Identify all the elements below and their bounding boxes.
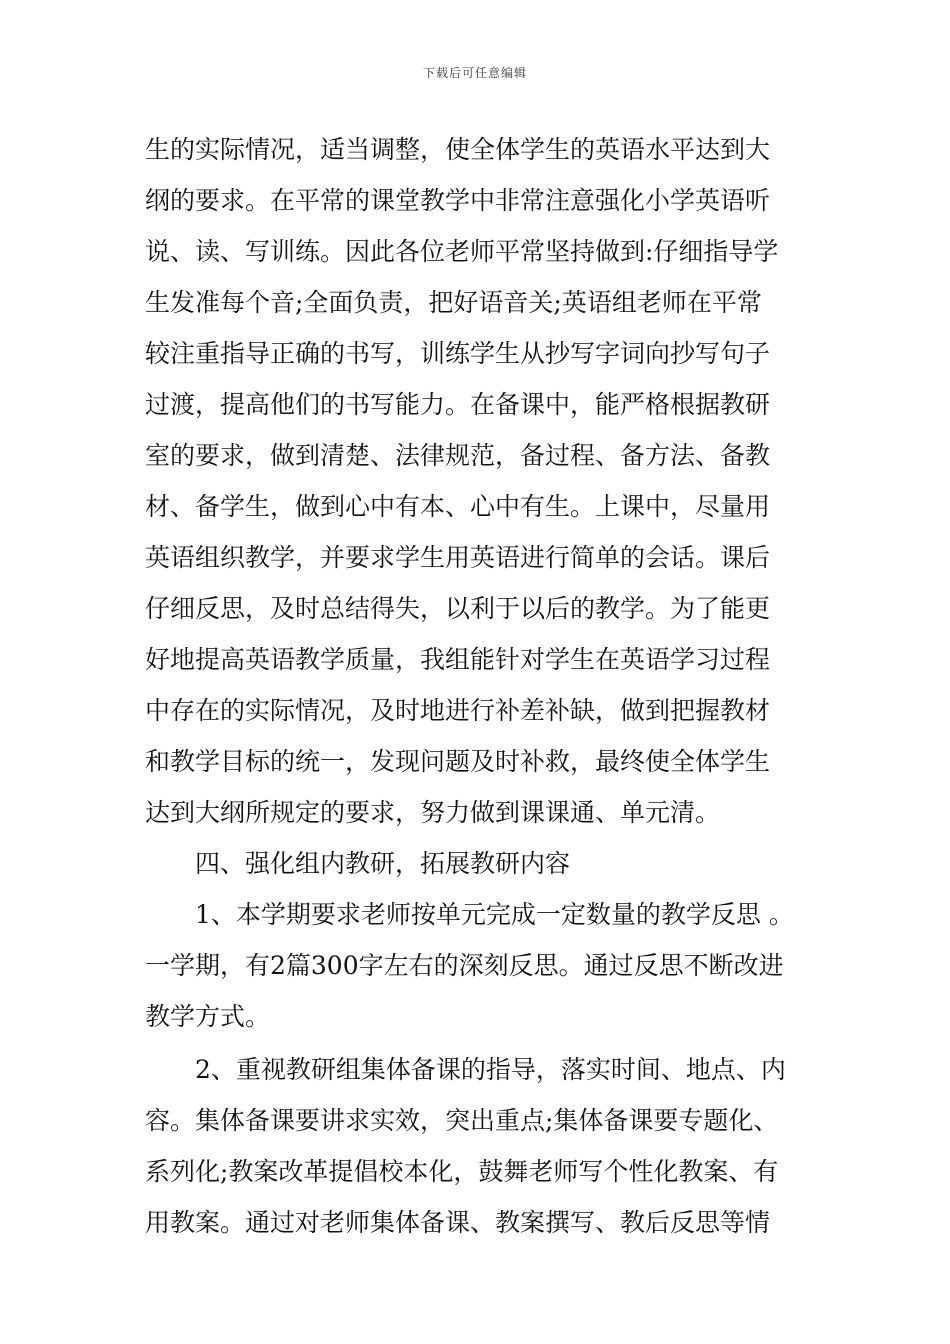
text-line: 用教案。通过对老师集体备课、教案撰写、教后反思等情 (145, 1208, 771, 1237)
document-body (145, 124, 810, 1248)
text-line: 说、读、写训练。因此各位老师平常坚持做到:仔细指导学 (145, 237, 779, 266)
text-line: 达到大纲所规定的要求，努力做到课课通、单元清。 (145, 798, 721, 827)
page-header: 下载后可任意编辑 (422, 66, 527, 80)
text-line: 生的实际情况，适当调整，使全体学生的英语水平达到大 (145, 135, 771, 164)
text-line: 和教学目标的统一，发现问题及时补救，最终使全体学生 (145, 747, 771, 776)
text-line: 过渡，提高他们的书写能力。在备课中，能严格根据教研 (145, 390, 771, 419)
section-heading: 四、强化组内教研，拓展教研内容 (195, 849, 571, 878)
text-line: 1、本学期要求老师按单元完成一定数量的教学反思 。 (195, 900, 794, 929)
text-line: 材、备学生，做到心中有本、心中有生。上课中，尽量用 (145, 492, 771, 521)
text-line: 容。集体备课要讲求实效，突出重点;集体备课要专题化、 (145, 1106, 779, 1135)
text-line: 2、重视教研组集体备课的指导，落实时间、地点、内 (195, 1055, 786, 1084)
text-line: 室的要求，做到清楚、法律规范，备过程、备方法、备教 (145, 441, 771, 470)
text-line: 生发准每个音;全面负责，把好语音关;英语组老师在平常 (145, 288, 762, 317)
text-line: 好地提高英语教学质量，我组能针对学生在英语学习过程 (145, 645, 771, 674)
text-line: 纲的要求。在平常的课堂教学中非常注意强化小学英语听 (145, 186, 771, 215)
text-line: 仔细反思，及时总结得失，以利于以后的教学。为了能更 (145, 594, 771, 623)
text-line: 较注重指导正确的书写，训练学生从抄写字词向抄写句子 (145, 339, 771, 368)
text-line: 系列化;教案改革提倡校本化，鼓舞老师写个性化教案、有 (145, 1157, 779, 1186)
text-line: 一学期，有2篇300字左右的深刻反思。通过反思不断改进 (145, 951, 784, 980)
text-line: 中存在的实际情况，及时地进行补差补缺，做到把握教材 (145, 696, 771, 725)
text-line: 教学方式。 (145, 1002, 271, 1031)
text-line: 英语组织教学，并要求学生用英语进行简单的会话。课后 (145, 543, 771, 572)
